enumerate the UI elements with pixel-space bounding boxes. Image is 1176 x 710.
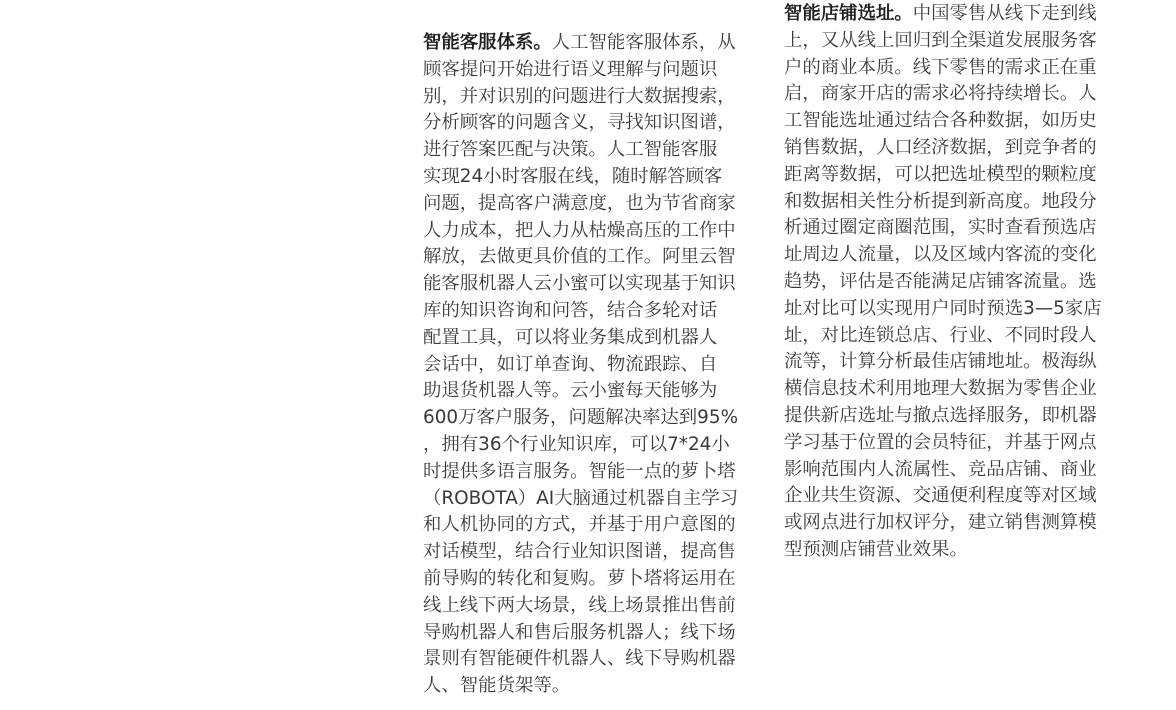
paragraph-line: 学习基于位置的会员特征，并基于网点 <box>784 431 1097 453</box>
paragraph-line: 上，又从线上回归到全渠道发展服务客 <box>784 29 1097 51</box>
smart-store-location-section <box>784 1 1110 564</box>
paragraph-line: 600万客户服务，问题解决率达到95% <box>423 407 739 429</box>
paragraph-line: 顾客提问开始进行语义理解与问题识 <box>423 58 718 80</box>
section-heading: 智能店铺选址。 <box>784 3 913 24</box>
paragraph-line: 提供新店选址与撤点选择服务，即机器 <box>784 404 1097 426</box>
paragraph-text: 人工智能客服体系，从 <box>551 32 736 53</box>
paragraph-line: 析通过圈定商圈范围，实时查看预选店 <box>784 217 1097 239</box>
section-first-line <box>784 1 1110 28</box>
paragraph-line: 销售数据，人口经济数据，到竞争者的 <box>784 136 1097 158</box>
paragraph-line: 流等，计算分析最佳店铺地址。极海纵 <box>784 351 1097 373</box>
paragraph-line: 会话中，如订单查询、物流跟踪、自 <box>423 353 718 375</box>
paragraph-line: 别，并对识别的问题进行大数据搜索， <box>423 85 736 107</box>
paragraph-line: 时提供多语言服务。智能一点的萝卜塔 <box>423 460 736 482</box>
paragraph-line: 进行答案匹配与决策。人工智能客服 <box>423 139 718 161</box>
paragraph-line: 问题，提高客户满意度，也为节省商家 <box>423 192 736 214</box>
paragraph-line: 解放，去做更具价值的工作。阿里云智 <box>423 246 736 268</box>
paragraph-line: 址周边人流量，以及区域内客流的变化 <box>784 244 1097 266</box>
paragraph-line: 线上线下两大场景，线上场景推出售前 <box>423 594 736 616</box>
paragraph-line: 配置工具，可以将业务集成到机器人 <box>423 326 718 348</box>
paragraph-line: 景则有智能硬件机器人、线下导购机器 <box>423 648 736 670</box>
section-first-line <box>423 30 747 57</box>
paragraph-line: ，拥有36个行业知识库，可以7*24小 <box>423 433 730 455</box>
paragraph-line: 横信息技术利用地理大数据为零售企业 <box>784 378 1097 400</box>
paragraph-line: 址，对比连锁总店、行业、不同时段人 <box>784 324 1097 346</box>
paragraph-line: 启，商家开店的需求必将持续增长。人 <box>784 83 1097 105</box>
paragraph-line: 址对比可以实现用户同时预选3—5家店 <box>784 297 1102 319</box>
paragraph-line: 前导购的转化和复购。萝卜塔将运用在 <box>423 567 736 589</box>
paragraph-line: 分析顾客的问题含义，寻找知识图谱， <box>423 112 736 134</box>
paragraph-line: 导购机器人和售后服务机器人；线下场 <box>423 621 736 643</box>
paragraph-line: 和人机协同的方式，并基于用户意图的 <box>423 514 736 536</box>
smart-customer-service-section <box>423 30 747 700</box>
paragraph-line: 能客服机器人云小蜜可以实现基于知识 <box>423 273 736 295</box>
paragraph-line: 企业共生资源、交通便利程度等对区域 <box>784 485 1097 507</box>
paragraph-line: 人力成本，把人力从枯燥高压的工作中 <box>423 219 736 241</box>
paragraph-line: 和数据相关性分析提到新高度。地段分 <box>784 190 1097 212</box>
paragraph-line: 型预测店铺营业效果。 <box>784 538 968 560</box>
paragraph-line: 影响范围内人流属性、竞品店铺、商业 <box>784 458 1097 480</box>
paragraph-line: 距离等数据，可以把选址模型的颗粒度 <box>784 163 1097 185</box>
paragraph-line: 对话模型，结合行业知识图谱，提高售 <box>423 541 736 563</box>
paragraph-line: 户的商业本质。线下零售的需求正在重 <box>784 56 1097 78</box>
section-heading: 智能客服体系。 <box>423 32 552 53</box>
paragraph-line: 人、智能货架等。 <box>423 675 571 697</box>
paragraph-line: （ROBOTA）AI大脑通过机器自主学习 <box>423 487 739 509</box>
paragraph-text: 中国零售从线下走到线 <box>912 3 1097 24</box>
paragraph-line: 工智能选址通过结合各种数据，如历史 <box>784 110 1097 132</box>
paragraph-line: 或网点进行加权评分，建立销售测算模 <box>784 512 1097 534</box>
paragraph-line: 库的知识咨询和问答，结合多轮对话 <box>423 299 718 321</box>
paragraph-line: 实现24小时客服在线，随时解答顾客 <box>423 165 723 187</box>
paragraph-line: 趋势，评估是否能满足店铺客流量。选 <box>784 270 1097 292</box>
paragraph-line: 助退货机器人等。云小蜜每天能够为 <box>423 380 718 402</box>
